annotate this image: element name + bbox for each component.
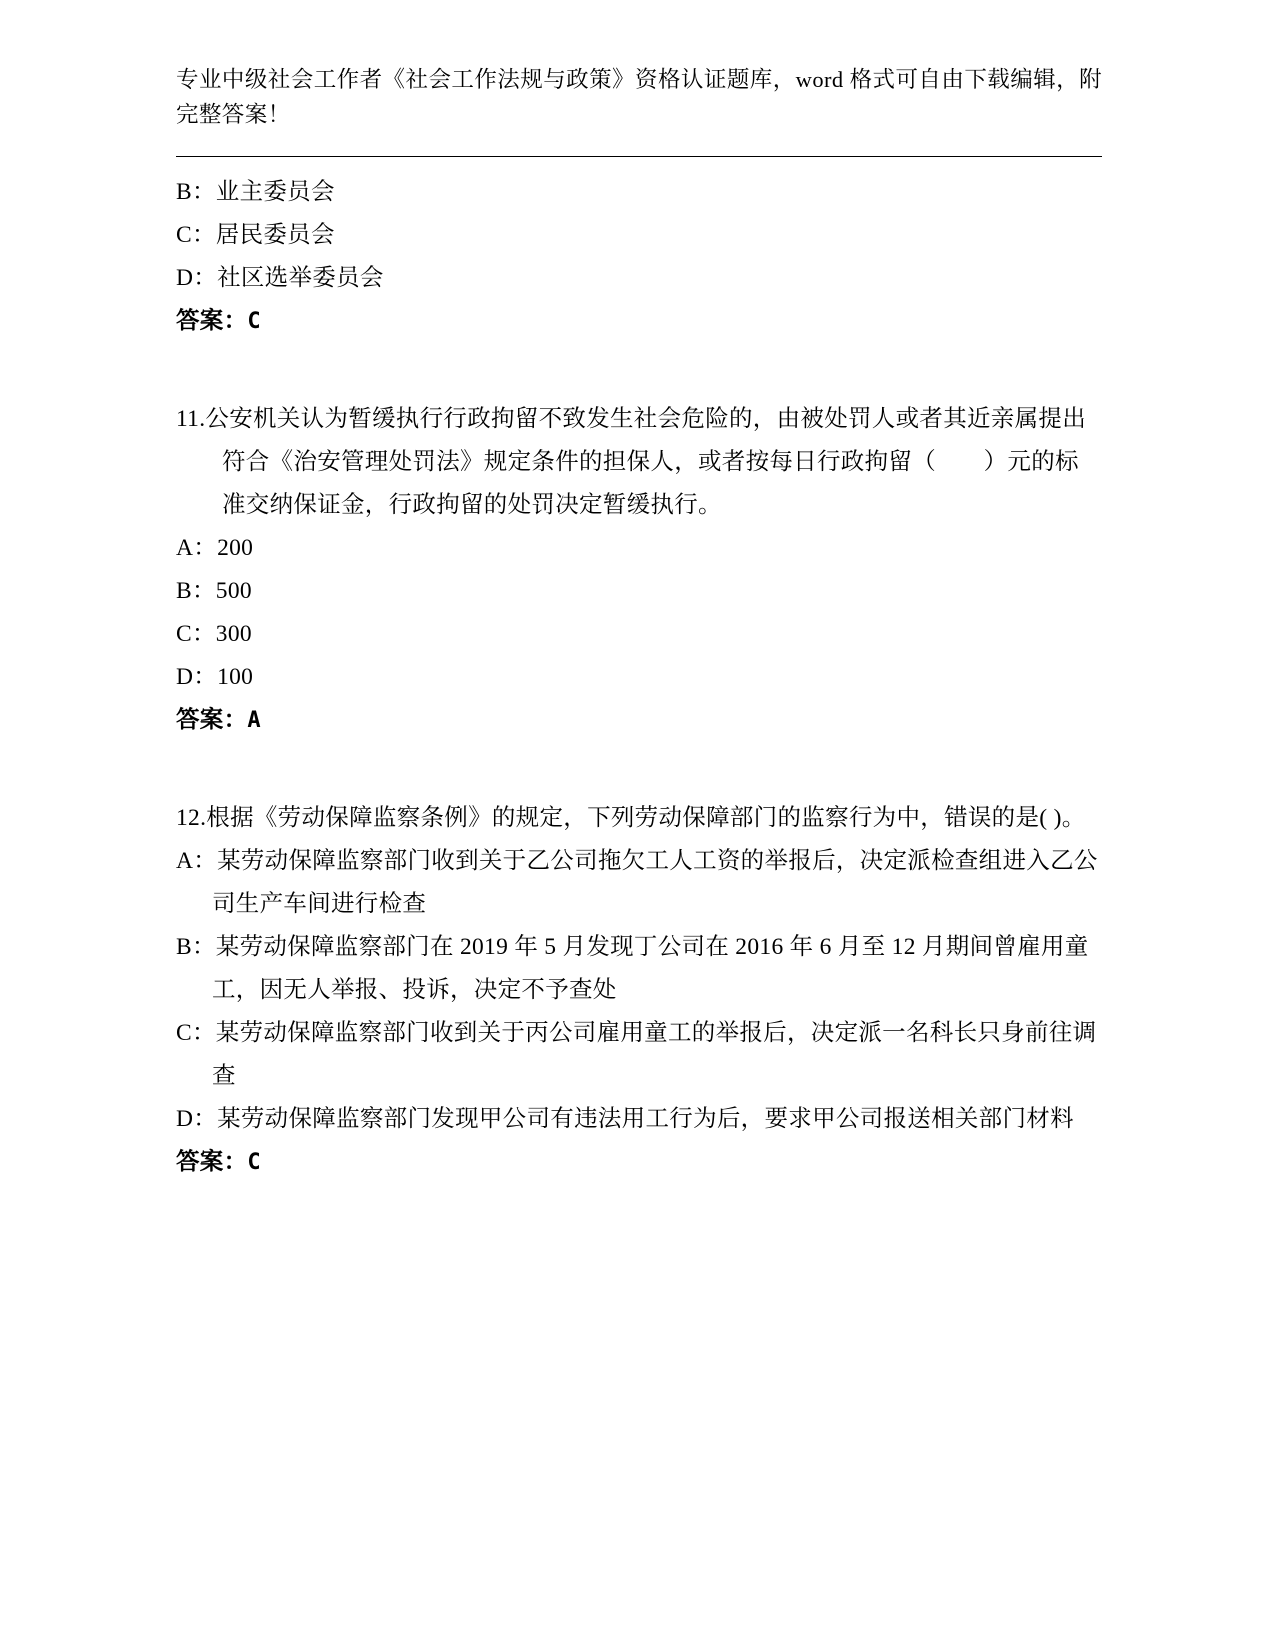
question-block-12: [176, 797, 1102, 1184]
option-c: C：某劳动保障监察部门收到关于丙公司雇用童工的举报后，决定派一名科长只身前往调查: [176, 1020, 1097, 1089]
question-block-11: [176, 398, 1102, 742]
option-a: A：200: [176, 535, 254, 561]
answer-line: [176, 1141, 1102, 1184]
option-d: D：某劳动保障监察部门发现甲公司有违法用工行为后，要求甲公司报送相关部门材料: [176, 1106, 1074, 1132]
option-a: A：某劳动保障监察部门收到关于乙公司拖欠工人工资的举报后，决定派检查组进入乙公司生产车间进行检查: [176, 848, 1098, 917]
question-stem: [176, 797, 1102, 840]
question-text: 根据《劳动保障监察条例》的规定，下列劳动保障部门的监察行为中，错误的是( )。: [206, 805, 1086, 831]
question-number: 12.: [176, 805, 207, 831]
answer-line: [176, 300, 1102, 343]
document-content: [176, 62, 1102, 1184]
answer-value: C: [247, 309, 261, 334]
answer-label: 答案：: [176, 308, 248, 334]
option-b: B：某劳动保障监察部门在 2019 年 5 月发现丁公司在 2016 年 6 月至 12 月期间曾雇用童工，因无人举报、投诉，决定不予查处: [176, 934, 1089, 1003]
question-text: 公安机关认为暂缓执行行政拘留不致发生社会危险的，由被处罚人或者其近亲属提出符合《治安管理处罚法》规定条件的担保人，或者按每日行政拘留（ ）元的标准交纳保证金，行政拘留的处罚决定暂缓执行。: [205, 406, 1087, 518]
spacer: [176, 742, 1102, 797]
option-c: C：居民委员会: [176, 222, 335, 248]
option-b: B：业主委员会: [176, 179, 335, 205]
question-stem: [176, 398, 1102, 527]
option-d: D：社区选举委员会: [176, 265, 384, 291]
spacer: [176, 343, 1102, 398]
option-c: C：300: [176, 621, 252, 647]
answer-label: 答案：: [176, 1149, 248, 1175]
answer-line: [176, 699, 1102, 742]
header-divider: [176, 156, 1102, 157]
document-header: 专业中级社会工作者《社会工作法规与政策》资格认证题库，word 格式可自由下载编辑，附完整答案！: [176, 67, 1102, 127]
question-block-10-options: [176, 171, 1102, 343]
answer-value: A: [247, 708, 261, 733]
answer-value: C: [247, 1150, 261, 1175]
option-b: B：500: [176, 578, 252, 604]
answer-label: 答案：: [176, 707, 248, 733]
question-number: 11.: [176, 406, 206, 432]
option-d: D：100: [176, 664, 254, 690]
